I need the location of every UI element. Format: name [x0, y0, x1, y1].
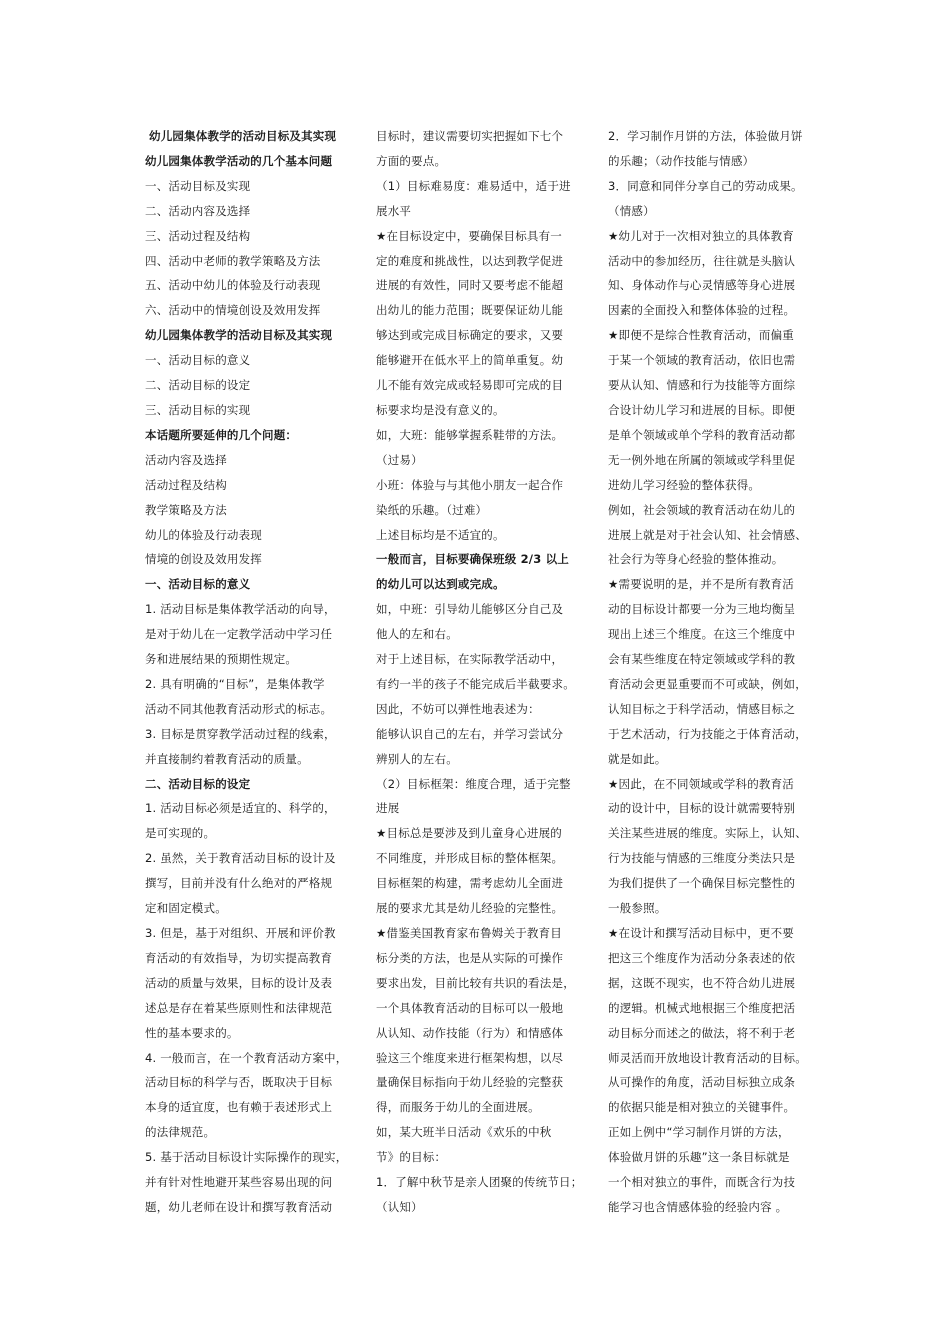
text-line: ★在目标设定中，要确保目标具有一 — [376, 228, 563, 243]
text-line: 定和固定模式。 — [145, 901, 227, 916]
text-line: 活动的质量与效果，目标的设计及表 — [145, 975, 333, 990]
text-line: 能学习也含情感体验的经验内容 。 — [608, 1199, 788, 1214]
text-line: （1）目标难易度：难易适中，适于进 — [376, 178, 571, 193]
text-line: 二、活动目标的设定 — [145, 776, 251, 791]
text-line: 2．学习制作月饼的方法，体验做月饼 — [608, 129, 803, 143]
text-line: 务和进展结果的预期性规定。 — [145, 652, 298, 667]
text-line: 行为技能与情感的三维度分类法只是 — [608, 851, 796, 866]
text-line: 因素的全面投入和整体体验的过程。 — [608, 303, 796, 318]
text-line: 量确保目标指向于幼儿经验的完整获 — [376, 1075, 564, 1090]
text-line: 要求出发，目前比较有共识的看法是， — [376, 975, 575, 990]
text-line: 目标框架的构建，需考虑幼儿全面进 — [376, 876, 564, 891]
text-line: 社会行为等身心经验的整体推动。 — [608, 552, 784, 567]
text-line: （情感） — [608, 203, 655, 218]
text-line: 关注某些进展的维度。实际上，认知、 — [608, 826, 807, 841]
text-line: ★需要说明的是，并不是所有教育活 — [608, 577, 795, 592]
text-line: 目标时，建议需要切实把握如下七个 — [376, 129, 564, 143]
text-line: 育活动会更显重要而不可或缺，例如， — [608, 676, 807, 691]
text-line: 活动过程及结构 — [145, 477, 227, 492]
text-line: 动目标分而述之的做法，将不利于老 — [608, 1025, 796, 1040]
text-line: 因此，不妨可以弹性地表述为： — [376, 701, 540, 716]
text-line: 题，幼儿老师在设计和撰写教育活动 — [145, 1199, 333, 1214]
text-line: 认知目标之于科学活动，情感目标之 — [608, 701, 796, 716]
text-line: 述总是存在着某些原则性和法律规范 — [145, 1000, 333, 1015]
text-line: 五、活动中幼儿的体验及行动表现 — [145, 278, 321, 293]
text-line: 三、活动目标的实现 — [145, 402, 251, 417]
text-line: 三、活动过程及结构 — [145, 228, 251, 243]
text-line: 教学策略及方法 — [145, 502, 227, 517]
text-line: 3．同意和同伴分享自己的劳动成果。 — [608, 178, 803, 193]
text-line: 活动中的参加经历，往往就是头脑认 — [608, 253, 796, 268]
text-line: （2）目标框架：维度合理，适于完整 — [376, 776, 571, 791]
text-line: 动的目标设计都要一分为三地均衡呈 — [608, 602, 796, 617]
text-line: 一般参照。 — [608, 901, 667, 916]
text-line: 并有针对性地避开某些容易出现的问 — [145, 1175, 333, 1190]
text-line: 能够避开在低水平上的简单重复。幼 — [376, 353, 564, 368]
text-line: 为我们提供了一个确保目标完整性的 — [608, 876, 796, 891]
text-line: 如，中班：引导幼儿能够区分自己及 — [376, 602, 564, 617]
text-line: 二、活动目标的设定 — [145, 378, 251, 393]
text-line: 方面的要点。 — [376, 153, 447, 168]
text-line: 的乐趣；（动作技能与情感） — [608, 153, 755, 168]
text-line: 上述目标均是不适宜的。 — [376, 527, 505, 542]
text-line: 情境的创设及效用发挥 — [145, 552, 262, 567]
text-line: 3. 但是，基于对组织、开展和评价教 — [145, 926, 336, 940]
text-line: 5. 基于活动目标设计实际操作的现实， — [145, 1150, 348, 1165]
text-line: 师灵活而开放地设计教育活动的目标。 — [608, 1050, 807, 1065]
text-line: 能够认识自己的左右，并学习尝试分 — [376, 726, 564, 741]
text-line: 是可实现的。 — [145, 826, 216, 841]
text-line: 于某一个领域的教育活动，依旧也需 — [608, 353, 796, 368]
text-line: 活动内容及选择 — [145, 452, 227, 467]
text-line: 小班：体验与与其他小朋友一起合作 — [376, 477, 564, 492]
text-line: 是对于幼儿在一定教学活动中学习任 — [145, 627, 333, 642]
text-line: （过易） — [376, 452, 423, 467]
text-line: 对于上述目标，在实际教学活动中， — [376, 652, 564, 667]
text-line: ★借鉴美国教育家布鲁姆关于教育目 — [376, 926, 563, 940]
text-line: 一个相对独立的事件，而既含行为技 — [608, 1175, 796, 1190]
text-line: 4. 一般而言，在一个教育活动方案中， — [145, 1050, 348, 1065]
text-line: 于艺术活动，行为技能之于体育活动， — [608, 726, 807, 741]
text-line: 正如上例中“学习制作月饼的方法， — [608, 1125, 790, 1140]
text-line: 二、活动内容及选择 — [145, 203, 251, 218]
text-column-middle — [376, 124, 586, 1220]
text-line: 幼儿的体验及行动表现 — [145, 527, 262, 542]
text-line: 的依据只能是相对独立的关键事件。 — [608, 1100, 796, 1115]
text-line: 的法律规范。 — [145, 1125, 216, 1140]
text-line: 展水平 — [376, 203, 412, 218]
text-line: 幼儿园集体教学的活动目标及其实现 — [145, 328, 333, 343]
text-line: ★在设计和撰写活动目标中，更不要 — [608, 926, 795, 940]
text-line: 2. 虽然，关于教育活动目标的设计及 — [145, 851, 336, 866]
text-line: 知、身体动作与心灵情感等身心进展 — [608, 278, 796, 293]
text-line: 进幼儿学习经验的整体获得。 — [608, 477, 761, 492]
text-line: 无一例外地在所属的领域或学科里促 — [608, 452, 796, 467]
text-line: 把这三个维度作为活动分条表述的依 — [608, 950, 796, 965]
text-line: 不同维度，并形成目标的整体框架。 — [376, 851, 564, 866]
text-line: 例如，社会领域的教育活动在幼儿的 — [608, 502, 796, 517]
text-line: 现出上述三个维度。在这三个维度中 — [608, 627, 796, 642]
text-line: 出幼儿的能力范围；既要保证幼儿能 — [376, 303, 564, 318]
text-line: ★即便不是综合性教育活动，而偏重 — [608, 328, 795, 343]
text-line: 体验做月饼的乐趣”这一条目标就是 — [608, 1150, 790, 1165]
text-line: 活动不同其他教育活动形式的标志。 — [145, 701, 333, 716]
text-line: 一个具体教育活动的目标可以一般地 — [376, 1000, 564, 1015]
text-line: 进展上就是对于社会认知、社会情感、 — [608, 527, 807, 542]
text-line: 本身的适宜度，也有赖于表述形式上 — [145, 1100, 333, 1115]
text-line: 儿不能有效完成或轻易即可完成的目 — [376, 378, 564, 393]
text-line: 一、活动目标的意义 — [145, 353, 251, 368]
text-line: 有约一半的孩子不能完成后半截要求。 — [376, 676, 575, 691]
text-line: 活动目标的科学与否，既取决于目标 — [145, 1075, 333, 1090]
text-line: 要从认知、情感和行为技能等方面综 — [608, 378, 796, 393]
text-line: 如，某大班半日活动《欢乐的中秋 — [376, 1125, 552, 1140]
text-line: 进展 — [376, 801, 400, 816]
text-line: 如，大班：能够掌握系鞋带的方法。 — [376, 427, 564, 442]
text-line: 验这三个维度来进行框架构想，以尽 — [376, 1050, 564, 1065]
text-line: 性的基本要求的。 — [145, 1025, 239, 1040]
text-line: 据，这既不现实，也不符合幼儿进展 — [608, 975, 796, 990]
text-line: 2. 具有明确的“目标”，是集体教学 — [145, 676, 325, 691]
text-line: 一、活动目标及实现 — [145, 178, 251, 193]
text-line: 四、活动中老师的教学策略及方法 — [145, 253, 321, 268]
text-line: 得，而服务于幼儿的全面进展。 — [376, 1100, 540, 1115]
text-line: 的幼儿可以达到或完成。 — [376, 577, 505, 592]
text-line: 幼儿园集体教学活动的几个基本问题 — [145, 153, 333, 168]
text-line: 幼儿园集体教学的活动目标及其实现 — [149, 129, 337, 143]
text-line: ★幼儿对于一次相对独立的具体教育 — [608, 228, 795, 243]
text-line: 1. 活动目标必须是适宜的、科学的， — [145, 801, 336, 816]
text-line: 标要求均是没有意义的。 — [376, 402, 505, 417]
text-line: （认知） — [376, 1199, 423, 1214]
text-column-right — [608, 124, 818, 1220]
text-line: 从可操作的角度，活动目标独立成条 — [608, 1075, 796, 1090]
text-line: 1．了解中秋节是亲人团聚的传统节日； — [376, 1175, 583, 1190]
text-line: 就是如此。 — [608, 751, 667, 766]
text-line: 标分类的方法，也是从实际的可操作 — [376, 950, 564, 965]
text-line: 育活动的有效指导，为切实提高教育 — [145, 950, 333, 965]
text-line: 的逻辑。机械式地根据三个维度把活 — [608, 1000, 796, 1015]
text-line: 合设计幼儿学习和进展的目标。即便 — [608, 402, 796, 417]
text-line: 够达到或完成目标确定的要求，又要 — [376, 328, 564, 343]
text-line: 展的要求尤其是幼儿经验的完整性。 — [376, 901, 564, 916]
text-line: 定的难度和挑战性，以达到教学促进 — [376, 253, 564, 268]
text-line: 本话题所要延伸的几个问题： — [145, 427, 298, 442]
text-line: 从认知、动作技能（行为）和情感体 — [376, 1025, 564, 1040]
text-line: 1. 活动目标是集体教学活动的向导， — [145, 602, 336, 617]
text-line: 一、活动目标的意义 — [145, 577, 251, 592]
text-line: 进展的有效性，同时又要考虑不能超 — [376, 278, 564, 293]
text-line: 并直接制约着教育活动的质量。 — [145, 751, 309, 766]
text-line: 他人的左和右。 — [376, 627, 458, 642]
text-line: 会有某些维度在特定领域或学科的教 — [608, 652, 796, 667]
text-line: 一般而言，目标要确保班级 2/3 以上 — [376, 552, 570, 567]
text-line: ★因此，在不同领域或学科的教育活 — [608, 776, 795, 791]
text-line: 染纸的乐趣。（过难） — [376, 502, 488, 517]
text-line: 撰写，目前并没有什么绝对的严格规 — [145, 876, 333, 891]
text-line: 节》的目标： — [376, 1150, 447, 1165]
text-line: 动的设计中，目标的设计就需要特别 — [608, 801, 796, 816]
text-line: ★目标总是要涉及到儿童身心进展的 — [376, 826, 563, 841]
text-line: 辨别人的左右。 — [376, 751, 458, 766]
text-column-left — [145, 124, 355, 1220]
text-line: 3. 目标是贯穿教学活动过程的线索， — [145, 726, 336, 741]
text-line: 六、活动中的情境创设及效用发挥 — [145, 303, 321, 318]
text-line: 是单个领域或单个学科的教育活动都 — [608, 427, 796, 442]
